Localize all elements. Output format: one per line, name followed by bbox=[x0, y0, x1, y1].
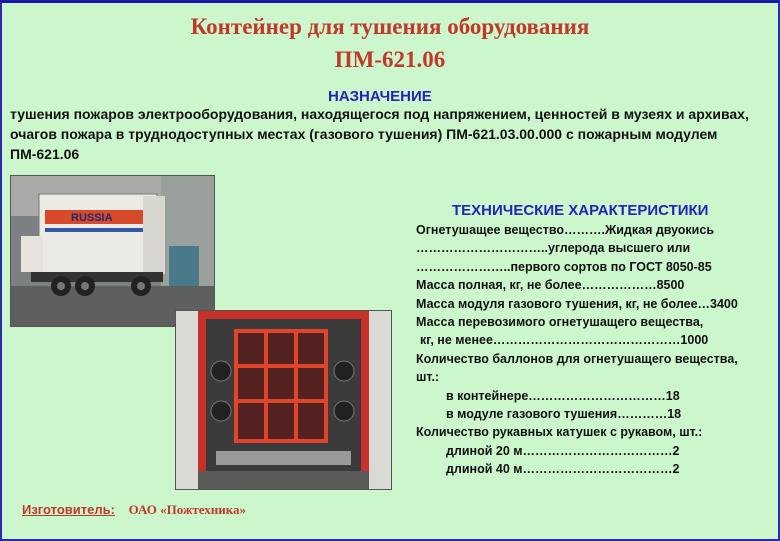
spec-line: в контейнере……………………………18 bbox=[446, 388, 680, 403]
spec-line: шт.: bbox=[416, 370, 440, 385]
page-subtitle-model: ПМ-621.06 bbox=[334, 47, 446, 72]
specs-heading: ТЕХНИЧЕСКИЕ ХАРАКТЕРИСТИКИ bbox=[452, 202, 709, 219]
spec-line: длиной 40 м………………………………2 bbox=[446, 462, 680, 477]
spec-line: Количество рукавных катушек с рукавом, шт.: bbox=[416, 425, 703, 440]
spec-line: в модуле газового тушения…………18 bbox=[446, 406, 682, 421]
specs-list bbox=[416, 221, 780, 478]
purpose-heading: НАЗНАЧЕНИЕ bbox=[328, 88, 432, 105]
spec-line: Масса полная, кг, не более………………8500 bbox=[416, 278, 685, 293]
page-title: Контейнер для тушения оборудования bbox=[190, 14, 590, 39]
spec-line: …………………………..углерода высшего или bbox=[416, 241, 691, 256]
spec-line: кг, не менее………………………………………1000 bbox=[420, 333, 709, 348]
spec-line: Количество баллонов для огнетушащего вещества, bbox=[416, 351, 738, 366]
manufacturer-name: ОАО «Пожтехника» bbox=[128, 502, 247, 517]
spec-line: Огнетушащее вещество……….Жидкая двуокись bbox=[416, 223, 715, 237]
truck-sign-text: RUSSIA bbox=[71, 212, 113, 224]
truck-photo bbox=[10, 175, 215, 327]
purpose-text: тушения пожаров электрооборудования, находящегося под напряжением, ценностей в музеях и архивах, очагов пожара в труднодоступных местах (газового тушения) ПМ-621.03.00.000 с пожарным модулем ПМ-621.06 bbox=[10, 106, 749, 162]
spec-line: …………………..первого сортов по ГОСТ 8050-85 bbox=[416, 259, 712, 274]
spec-line: Масса модуля газового тушения, кг, не более…3400 bbox=[416, 296, 738, 311]
container-interior-photo bbox=[175, 310, 392, 490]
spec-line: длиной 20 м………………………………2 bbox=[446, 443, 680, 458]
manufacturer bbox=[22, 502, 246, 518]
manufacturer-label: Изготовитель: bbox=[22, 502, 115, 517]
spec-line: Масса перевозимого огнетушащего вещества, bbox=[416, 314, 704, 329]
